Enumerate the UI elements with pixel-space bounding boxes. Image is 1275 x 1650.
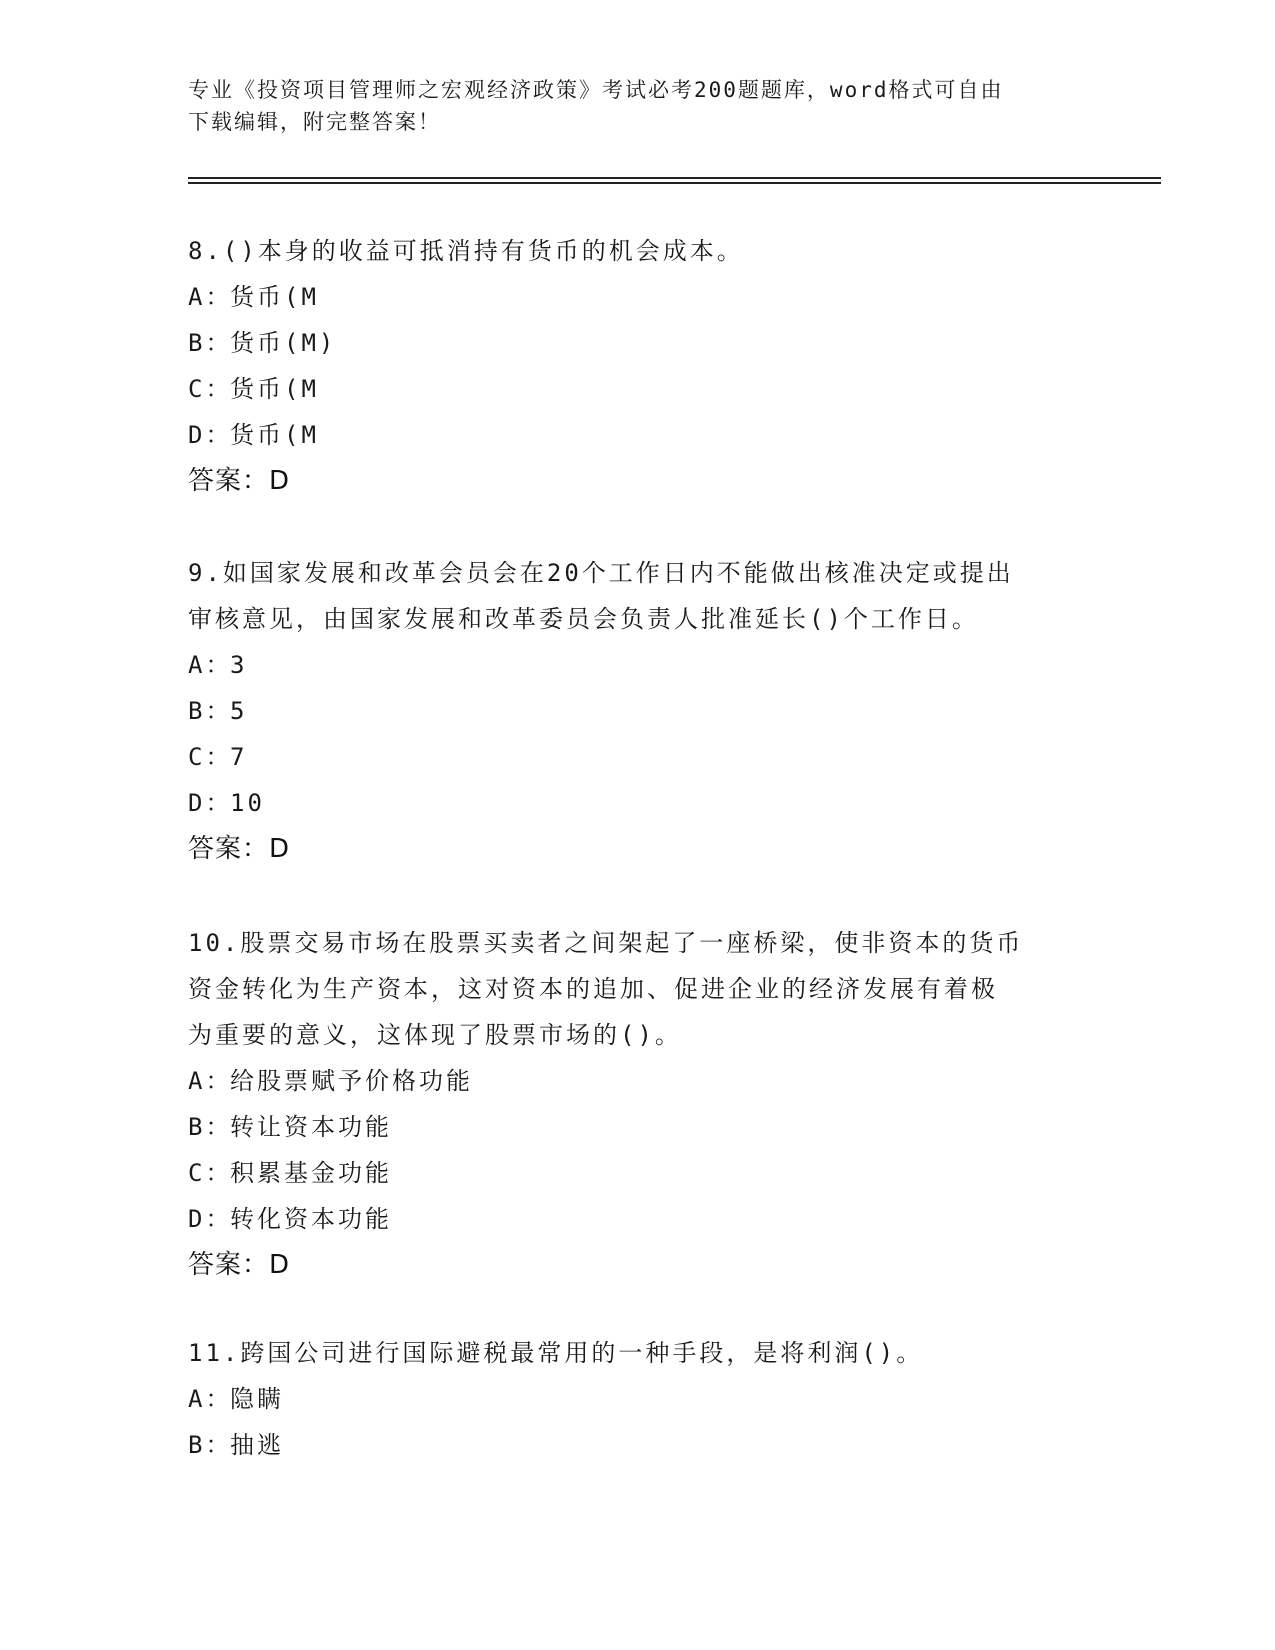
option-text: 5 bbox=[230, 697, 248, 725]
option-label: A： bbox=[188, 1067, 233, 1095]
option-label: B： bbox=[188, 1113, 233, 1141]
option-label: D： bbox=[188, 1205, 233, 1233]
option-text: 隐瞒 bbox=[230, 1385, 284, 1413]
option-text: 给股票赋予价格功能 bbox=[230, 1067, 473, 1095]
question-9 bbox=[188, 550, 1088, 872]
option-c bbox=[188, 366, 1088, 412]
option-label: B： bbox=[188, 1431, 233, 1459]
question-10 bbox=[188, 920, 1088, 1288]
option-label: A： bbox=[188, 651, 233, 679]
option-c bbox=[188, 734, 1088, 780]
option-text: 3 bbox=[230, 651, 248, 679]
option-text: 转化资本功能 bbox=[230, 1205, 392, 1233]
option-label: B： bbox=[188, 697, 233, 725]
question-8 bbox=[188, 228, 1088, 504]
option-text: 10 bbox=[230, 789, 265, 817]
answer: 答案：D bbox=[188, 834, 291, 864]
option-label: B： bbox=[188, 329, 233, 357]
option-text: 货币(M bbox=[230, 421, 319, 449]
option-label: D： bbox=[188, 421, 233, 449]
question-stem-line: 10.股票交易市场在股票买卖者之间架起了一座桥梁，使非资本的货币 bbox=[188, 929, 1024, 957]
option-d bbox=[188, 780, 1088, 826]
document-header bbox=[188, 74, 1088, 138]
option-text: 货币(M bbox=[230, 375, 319, 403]
option-text: 货币(M) bbox=[230, 329, 337, 357]
option-a bbox=[188, 642, 1088, 688]
header-divider-top bbox=[188, 177, 1161, 179]
option-label: C： bbox=[188, 375, 233, 403]
option-a bbox=[188, 274, 1088, 320]
option-text: 转让资本功能 bbox=[230, 1113, 392, 1141]
option-label: A： bbox=[188, 1385, 233, 1413]
option-label: C： bbox=[188, 1159, 233, 1187]
answer: 答案：D bbox=[188, 1250, 291, 1280]
option-label: D： bbox=[188, 789, 233, 817]
option-b bbox=[188, 688, 1088, 734]
header-line-2: 下载编辑，附完整答案！ bbox=[188, 110, 441, 134]
option-text: 7 bbox=[230, 743, 248, 771]
option-b bbox=[188, 1422, 1088, 1468]
option-text: 积累基金功能 bbox=[230, 1159, 392, 1187]
option-text: 抽逃 bbox=[230, 1431, 284, 1459]
question-stem-line: 11.跨国公司进行国际避税最常用的一种手段，是将利润()。 bbox=[188, 1339, 924, 1367]
question-stem-line: 为重要的意义，这体现了股票市场的()。 bbox=[188, 1021, 682, 1049]
option-label: C： bbox=[188, 743, 233, 771]
option-a bbox=[188, 1376, 1088, 1422]
option-d bbox=[188, 1196, 1088, 1242]
header-divider-bottom bbox=[188, 182, 1161, 184]
option-label: A： bbox=[188, 283, 233, 311]
option-a bbox=[188, 1058, 1088, 1104]
option-b bbox=[188, 320, 1088, 366]
option-d bbox=[188, 412, 1088, 458]
option-b bbox=[188, 1104, 1088, 1150]
question-stem-line: 9.如国家发展和改革会员会在20个工作日内不能做出核准决定或提出 bbox=[188, 559, 1014, 587]
answer: 答案：D bbox=[188, 466, 291, 496]
option-c bbox=[188, 1150, 1088, 1196]
question-stem-line: 8.()本身的收益可抵消持有货币的机会成本。 bbox=[188, 237, 744, 265]
option-text: 货币(M bbox=[230, 283, 319, 311]
question-stem-line: 审核意见，由国家发展和改革委员会负责人批准延长()个工作日。 bbox=[188, 605, 979, 633]
header-line-1: 专业《投资项目管理师之宏观经济政策》考试必考200题题库，word格式可自由 bbox=[188, 78, 1004, 102]
question-11 bbox=[188, 1330, 1088, 1468]
question-stem-line: 资金转化为生产资本，这对资本的追加、促进企业的经济发展有着极 bbox=[188, 975, 998, 1003]
